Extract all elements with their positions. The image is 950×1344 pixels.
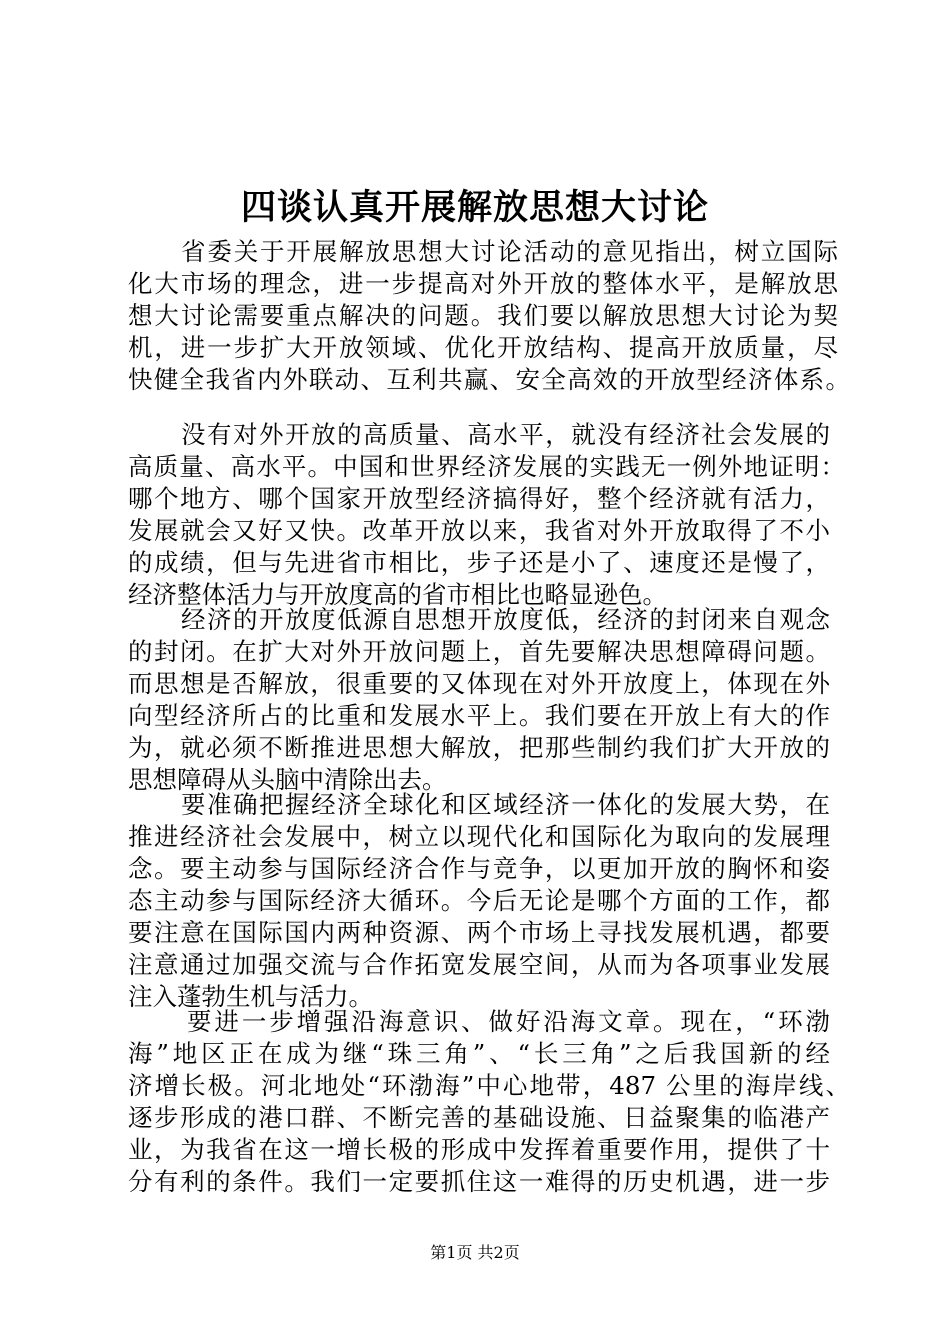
text-line: 化大市场的理念，进一步提高对外开放的整体水平，是解放思: [128, 269, 838, 298]
text-line: 向型经济所占的比重和发展水平上。我们要在开放上有大的作: [128, 701, 830, 730]
text-line: 注意通过加强交流与合作拓宽发展空间，从而为各项事业发展: [128, 950, 830, 979]
text-line: 而思想是否解放，很重要的又体现在对外开放度上，体现在外: [128, 669, 830, 698]
page-footer: 第1页 共2页: [430, 1243, 520, 1262]
text-line: 推进经济社会发展中，树立以现代化和国际化为取向的发展理: [128, 822, 830, 851]
document-title: 四谈认真开展解放思想大讨论: [240, 187, 709, 228]
text-line: 逐步形成的港口群、不断完善的基础设施、日益聚集的临港产: [128, 1103, 830, 1132]
text-line: 高质量、高水平。中国和世界经济发展的实践无一例外地证明：: [128, 452, 845, 481]
text-line: 注入蓬勃生机与活力。: [128, 982, 373, 1011]
text-line: 海”地区正在成为继“珠三角”、“长三角”之后我国新的经: [128, 1039, 830, 1068]
text-line: 省委关于开展解放思想大讨论活动的意见指出，树立国际: [181, 237, 838, 266]
text-line: 念。要主动参与国际经济合作与竞争，以更加开放的胸怀和姿: [128, 854, 830, 883]
text-line: 思想障碍从头脑中清除出去。: [128, 765, 447, 794]
text-line: 经济整体活力与开放度高的省市相比也略显逊色。: [128, 580, 667, 609]
text-line: 态主动参与国际经济大循环。今后无论是哪个方面的工作，都: [128, 886, 830, 915]
text-line: 没有对外开放的高质量、高水平，就没有经济社会发展的: [181, 420, 830, 449]
text-line: 经济的开放度低源自思想开放度低，经济的封闭来自观念: [181, 605, 830, 634]
text-line: 分有利的条件。我们一定要抓住这一难得的历史机遇，进一步: [128, 1167, 830, 1196]
text-line: 要注意在国际国内两种资源、两个市场上寻找发展机遇，都要: [128, 918, 830, 947]
text-line: 要准确把握经济全球化和区域经济一体化的发展大势，在: [181, 790, 830, 819]
text-line: 快健全我省内外联动、互利共赢、安全高效的开放型经济体系。: [128, 365, 850, 394]
text-line: 哪个地方、哪个国家开放型经济搞得好，整个经济就有活力，: [128, 484, 830, 513]
text-line: 的封闭。在扩大对外开放问题上，首先要解决思想障碍问题。: [128, 637, 830, 666]
text-line: 要进一步增强沿海意识、做好沿海文章。现在，“环渤: [187, 1007, 830, 1036]
text-line: 济增长极。河北地处“环渤海”中心地带，487 公里的海岸线、: [128, 1071, 850, 1100]
text-line: 业，为我省在这一增长极的形成中发挥着重要作用，提供了十: [128, 1135, 830, 1164]
text-line: 的成绩，但与先进省市相比，步子还是小了、速度还是慢了，: [128, 548, 830, 577]
text-line: 想大讨论需要重点解决的问题。我们要以解放思想大讨论为契: [128, 301, 838, 330]
text-line: 发展就会又好又快。改革开放以来，我省对外开放取得了不小: [128, 516, 830, 545]
text-line: 为，就必须不断推进思想大解放，把那些制约我们扩大开放的: [128, 733, 830, 762]
text-line: 机，进一步扩大开放领域、优化开放结构、提高开放质量，尽: [128, 333, 838, 362]
